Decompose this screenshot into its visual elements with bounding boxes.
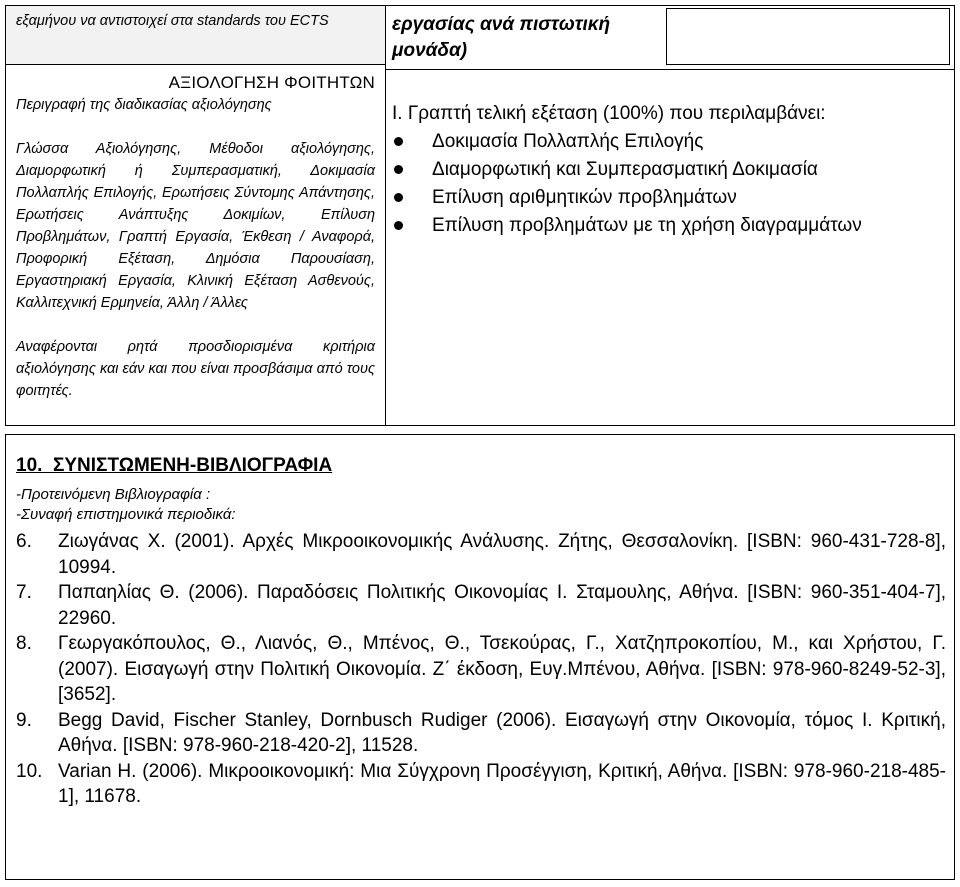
bullet-icon: [394, 137, 403, 146]
section-number: 10.: [16, 455, 43, 476]
exam-items-list: [392, 128, 862, 240]
list-item: 7. Παπαηλίας Θ. (2006). Παραδόσεις Πολιτικής Οικονομίας Ι. Σταμουλης, Αθήνα. [ISBN: 960-351-404-7], 22960.: [16, 582, 946, 629]
criteria-text: Αναφέρονται ρητά προσδιορισμένα κριτήρια αξιολόγησης και εάν και που είναι προσβάσιμα από τους φοιτητές.: [16, 339, 375, 399]
assessment-left-cell: [6, 6, 386, 425]
methods-text: Γλώσσα Αξιολόγησης, Μέθοδοι αξιολόγησης, Διαμορφωτική ή Συμπερασματική, Δοκιμασία Πολλαπλής Επιλογής, Ερωτήσεις Σύντομης Απάντησης, Ερωτήσεις Ανάπτυξης Δοκιμίων, Επίλυση Προβλημάτων, Γραπτή Εργασία, Έκθεση / Αναφορά, Προφορική Εξέταση, Δημόσια Παρουσίαση, Εργαστηριακή Εργασία, Κλινική Εξέταση Ασθενούς, Καλλιτεχνική Ερμηνεία, Άλλη / Άλλες: [16, 141, 375, 311]
section-title: ΑΞΙΟΛΟΓΗΣΗ ΦΟΙΤΗΤΩΝ: [168, 73, 375, 92]
exam-title: Ι. Γραπτή τελική εξέταση (100%) που περιλαμβάνει:: [392, 103, 826, 124]
row-divider: [386, 69, 954, 70]
credit-value-box: [666, 8, 950, 65]
section-heading: ΣΥΝΙΣΤΩΜΕΝΗ-ΒΙΒΛΙΟΓΡΑΦΙΑ: [52, 455, 333, 476]
exam-item: Δοκιμασία Πολλαπλής Επιλογής: [392, 128, 862, 156]
bullet-icon: [394, 165, 403, 174]
credit-label: εργασίας ανά πιστωτική μονάδα): [392, 14, 611, 61]
bibliography-section: [5, 434, 955, 880]
reference-list: [16, 529, 946, 810]
bibliography-title: [16, 453, 332, 479]
exam-item: Επίλυση αριθμητικών προβλημάτων: [392, 184, 862, 212]
description-label: Περιγραφή της διαδικασίας αξιολόγησης: [16, 97, 272, 113]
list-item: 9. Begg David, Fischer Stanley, Dornbusch Rudiger (2006). Εισαγωγή στην Οικονομία, τόμος Ι. Κριτική, Αθήνα. [ISBN: 978-960-218-420-2], 11528.: [16, 709, 946, 756]
bullet-icon: [394, 193, 403, 202]
bullet-icon: [394, 221, 403, 230]
credit-row: [386, 6, 954, 69]
ects-cell: εξαμήνου να αντιστοιχεί στα standards του ECTS: [6, 6, 385, 65]
list-item: 10. Varian H. (2006). Μικροοικονομική: Μια Σύγχρονη Προσέγγιση, Κριτική, Αθήνα. [ISBN: 978-960-218-485-1], 11678.: [16, 760, 946, 807]
journals-label: -Συναφή επιστημονικά περιοδικά:: [16, 506, 236, 523]
list-item: 8. Γεωργακόπουλος, Θ., Λιανός, Θ., Μπένος, Θ., Τσεκούρας, Γ., Χατζηπροκοπίου, Μ., και Χρήστου, Γ. (2007). Εισαγωγή στην Πολιτική Οικονομία. Ζ΄ έκδοση, Ευγ.Μπένου, Αθήνα. [ISBN: 978-960-8249-52-3], [3652].: [16, 633, 946, 705]
exam-item: Επίλυση προβλημάτων με τη χρήση διαγραμμάτων: [392, 212, 862, 240]
assessment-table: [5, 5, 955, 426]
suggested-label: -Προτεινόμενη Βιβλιογραφία :: [16, 486, 211, 503]
assessment-right-cell: [386, 6, 954, 425]
assessment-description: [6, 65, 385, 402]
list-item: 6. Ζιωγάνας Χ. (2001). Αρχές Μικροοικονομικής Ανάλυσης. Ζήτης, Θεσσαλονίκη. [ISBN: 960-431-728-8], 10994.: [16, 531, 946, 578]
exam-item: Διαμορφωτική και Συμπερασματική Δοκιμασία: [392, 156, 862, 184]
